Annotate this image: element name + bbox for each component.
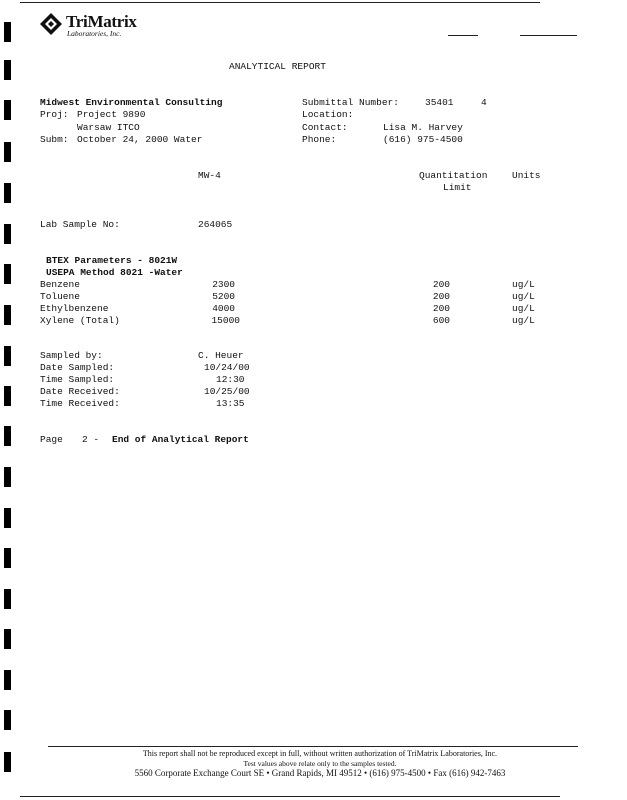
company-logo-subtitle: Laboratories, Inc. xyxy=(67,29,122,38)
lab-sample-label: Lab Sample No: xyxy=(40,219,120,230)
result-units: ug/L xyxy=(512,291,535,302)
punch-hole xyxy=(4,346,11,366)
date-sampled-value: 10/24/00 xyxy=(204,362,250,373)
lab-sample-value: 264065 xyxy=(198,219,233,230)
punch-hole xyxy=(4,183,11,203)
quantitation-limit: 600 xyxy=(432,315,450,326)
report-title: ANALYTICAL REPORT xyxy=(229,61,326,72)
location-label: Location: xyxy=(302,109,354,120)
analyte-name: Ethylbenzene xyxy=(40,303,109,314)
quantitation-header: Quantitation xyxy=(419,170,488,181)
phone-value: (616) 975-4500 xyxy=(383,134,463,145)
company-logo-name: TriMatrix xyxy=(66,12,137,31)
top-edge-line xyxy=(20,2,540,3)
analyte-name: Xylene (Total) xyxy=(40,315,120,326)
analyte-name: Benzene xyxy=(40,279,80,290)
quantitation-limit: 200 xyxy=(432,291,450,302)
time-received-value: 13:35 xyxy=(216,398,245,409)
proj-value-2: Warsaw ITCO xyxy=(77,122,140,133)
units-header: Units xyxy=(512,170,541,181)
date-received-value: 10/25/00 xyxy=(204,386,250,397)
subm-label: Subm: xyxy=(40,134,69,145)
result-value: 5200 xyxy=(212,291,235,302)
punch-hole xyxy=(4,264,11,284)
result-units: ug/L xyxy=(512,303,535,314)
header-rule xyxy=(448,35,478,36)
submittal-number-value: 35401 xyxy=(425,97,454,108)
footer-note: Test values above relate only to the samples tested. xyxy=(243,759,397,768)
punch-hole xyxy=(4,752,11,772)
punch-hole xyxy=(4,142,11,162)
header-rule xyxy=(520,35,577,36)
sampled-by-value: C. Heuer xyxy=(198,350,244,361)
date-received-label: Date Received: xyxy=(40,386,120,397)
result-value: 4000 xyxy=(212,303,235,314)
sampled-by-label: Sampled by: xyxy=(40,350,103,361)
result-units: ug/L xyxy=(512,279,535,290)
page-number: 2 - xyxy=(82,434,100,445)
punch-hole xyxy=(4,305,11,325)
date-sampled-label: Date Sampled: xyxy=(40,362,115,373)
time-sampled-value: 12:30 xyxy=(216,374,245,385)
punch-hole xyxy=(4,467,11,487)
punch-hole xyxy=(4,670,11,690)
analyte-name: Toluene xyxy=(40,291,80,302)
punch-hole xyxy=(4,629,11,649)
contact-value: Lisa M. Harvey xyxy=(383,122,463,133)
footer-address: 5560 Corporate Exchange Court SE • Grand Rapids, MI 49512 • (616) 975-4500 • Fax (616) 942-7463 xyxy=(134,768,506,778)
result-value: 2300 xyxy=(212,279,235,290)
sample-column-header: MW-4 xyxy=(198,170,221,181)
submittal-number-suffix: 4 xyxy=(481,97,487,108)
punch-hole xyxy=(4,426,11,446)
punch-hole xyxy=(4,224,11,244)
punch-hole xyxy=(4,710,11,730)
result-units: ug/L xyxy=(512,315,535,326)
page-label: Page xyxy=(40,434,63,445)
time-received-label: Time Received: xyxy=(40,398,120,409)
time-sampled-label: Time Sampled: xyxy=(40,374,115,385)
punch-hole xyxy=(4,548,11,568)
subm-value: October 24, 2000 Water xyxy=(77,134,203,145)
quantitation-limit: 200 xyxy=(432,279,450,290)
punch-hole xyxy=(4,22,11,42)
quantitation-limit: 200 xyxy=(432,303,450,314)
punch-hole xyxy=(4,100,11,120)
result-value: 15000 xyxy=(211,315,240,326)
section-method: USEPA Method 8021 -Water xyxy=(46,267,183,278)
punch-hole xyxy=(4,386,11,406)
punch-hole xyxy=(4,589,11,609)
punch-hole xyxy=(4,508,11,528)
proj-value: Project 9890 xyxy=(77,109,146,120)
contact-label: Contact: xyxy=(302,122,348,133)
punch-hole xyxy=(4,60,11,80)
client-name: Midwest Environmental Consulting xyxy=(40,97,223,108)
footer-disclaimer: This report shall not be reproduced except in full, without written authorization of TriMatrix Laboratories, Inc. xyxy=(142,749,498,758)
proj-label: Proj: xyxy=(40,109,69,120)
footer-rule xyxy=(48,746,578,747)
submittal-number-label: Submittal Number: xyxy=(302,97,399,108)
end-of-report: End of Analytical Report xyxy=(112,434,249,445)
limit-header: Limit xyxy=(443,182,472,193)
phone-label: Phone: xyxy=(302,134,337,145)
bottom-edge-line xyxy=(20,796,560,797)
trimatrix-logo-icon xyxy=(38,12,64,36)
section-title: BTEX Parameters - 8021W xyxy=(46,255,178,266)
